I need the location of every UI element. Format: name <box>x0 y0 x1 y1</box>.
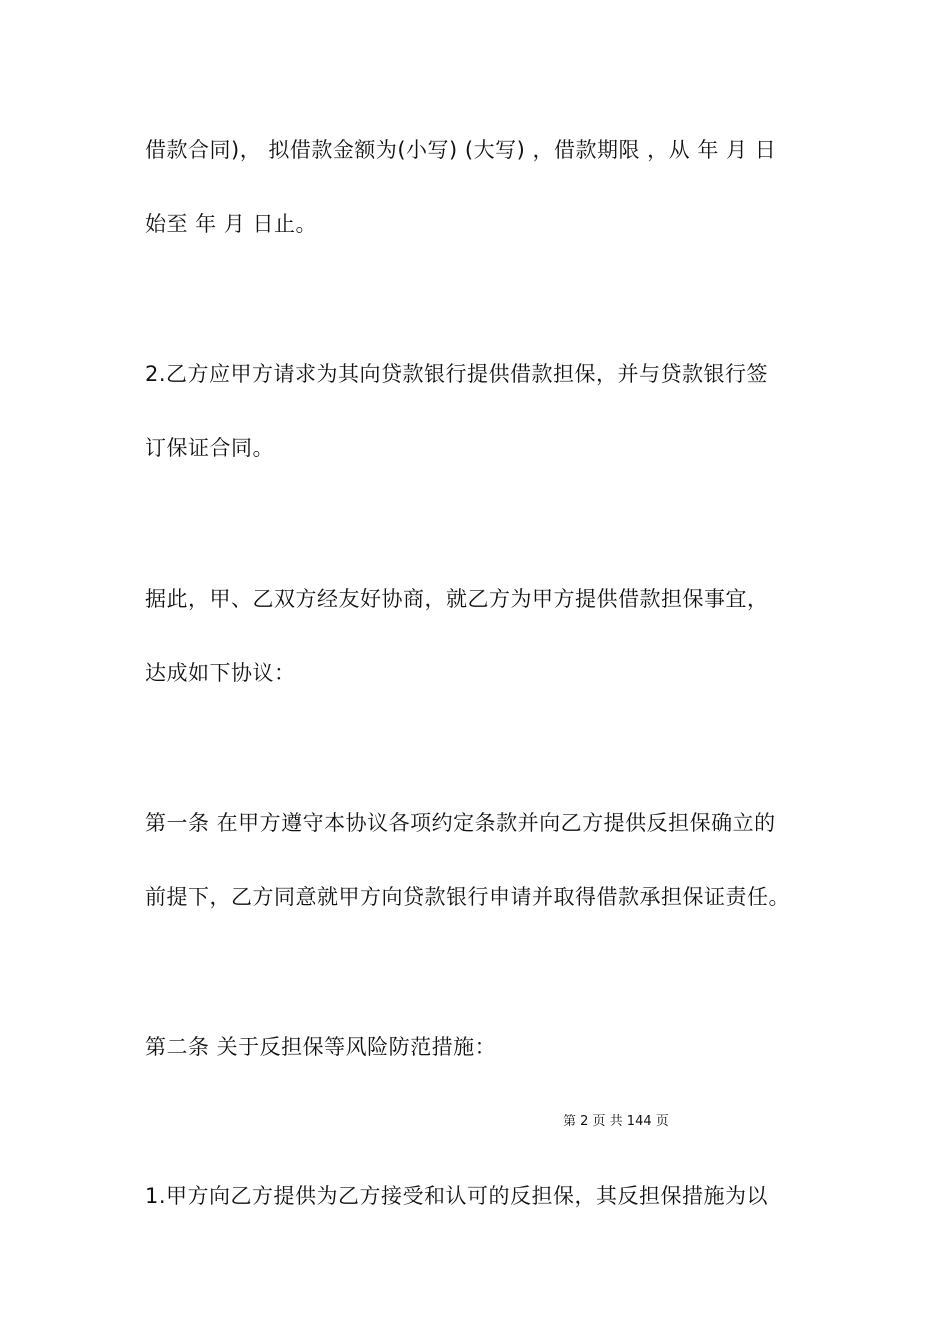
paragraph-line: 2.乙方应甲方请求为其向贷款银行提供借款担保，并与贷款银行签 <box>145 362 769 386</box>
paragraph-line: 达成如下协议： <box>145 661 296 685</box>
paragraph-line: 1.甲方向乙方提供为乙方接受和认可的反担保，其反担保措施为以 <box>145 1184 769 1208</box>
paragraph-line: 第一条 在甲方遵守本协议各项约定条款并向乙方提供反担保确立的 <box>145 811 776 835</box>
paragraph-line: 订保证合同。 <box>145 436 274 460</box>
paragraph-line: 据此，甲、乙双方经友好协商，就乙方为甲方提供借款担保事宜， <box>145 587 769 611</box>
page-footer: 第 2 页 共 144 页 <box>563 1114 669 1129</box>
paragraph-line: 前提下，乙方同意就甲方向贷款银行申请并取得借款承担保证责任。 <box>145 885 790 909</box>
section-heading: 第二条 关于反担保等风险防范措施： <box>145 1035 497 1059</box>
paragraph-line: 始至 年 月 日止。 <box>145 212 318 236</box>
paragraph-line: 借款合同)， 拟借款金额为(小写) (大写) ，借款期限 ，从 年 月 日 <box>145 138 777 162</box>
